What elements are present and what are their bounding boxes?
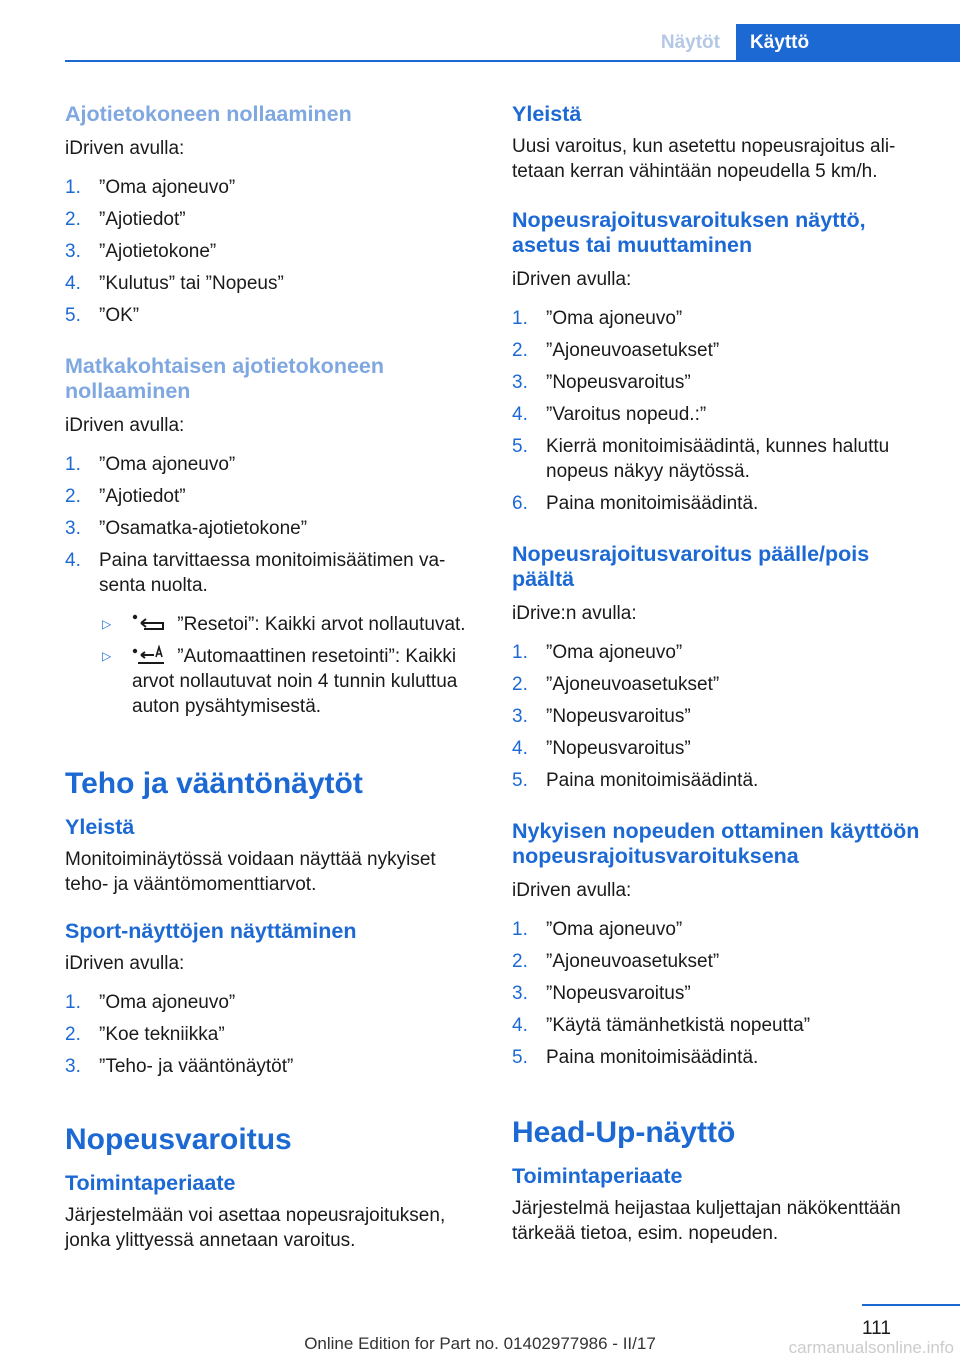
section-title-sport: Sport-näyttöjen näyttäminen xyxy=(65,919,357,943)
reset-icon xyxy=(132,613,172,633)
list-item: 1. ”Oma ajoneuvo” xyxy=(512,919,683,940)
right-column xyxy=(512,102,932,1246)
section-title-naytto-asetus: Nopeusrajoitusvaroituksen näyttö, asetus tai muuttaminen xyxy=(512,208,866,257)
list-item: 3. ”Teho- ja vääntönäytöt” xyxy=(65,1056,294,1077)
intro-text: iDriven avulla: xyxy=(65,953,185,974)
steps-list-r3 xyxy=(512,917,932,1070)
list-item: 3. ”Nopeusvaroitus” xyxy=(512,983,691,1004)
list-item: 1. ”Oma ajoneuvo” xyxy=(65,177,236,198)
section-title-toimintaperiaate: Toimintaperiaate xyxy=(65,1171,236,1195)
chapter-title-teho: Teho ja vääntönäytöt xyxy=(65,767,363,800)
list-item: 1. ”Oma ajoneuvo” xyxy=(512,642,683,663)
section-title-yleista: Yleistä xyxy=(65,815,135,839)
list-item: 1. ”Oma ajoneuvo” xyxy=(65,992,236,1013)
steps-list-r2 xyxy=(512,640,932,793)
triangle-bullet-icon: ▷ xyxy=(102,617,112,631)
body-text: Uusi varoitus, kun asetettu nopeusrajoitus alitetaan kerran vähintään nopeudella 5 km/h. xyxy=(512,136,896,182)
triangle-bullet-icon: ▷ xyxy=(102,649,112,663)
sub-list xyxy=(99,612,480,719)
edition-text: Online Edition for Part no. 01402977986 - II/17 xyxy=(304,1334,656,1353)
list-item: 3. ”Nopeusvaroitus” xyxy=(512,372,691,393)
list-item: 4. ”Nopeusvaroitus” xyxy=(512,738,691,759)
list-item: 4. Paina tarvittaessa monitoimisäätimen vasenta nuolta. ▷ ”Resetoi”: Kaikki arvot nollautuvat. ▷ ”Automaattinen resetointi”: Kaikki arvot nollautuvat noin 4 tunnin kuluttua auton pysähtymisestä. xyxy=(65,548,480,719)
left-column xyxy=(65,102,480,1253)
steps-list-2 xyxy=(65,452,480,719)
header-tabs xyxy=(643,24,960,61)
section-title-matkakohtainen: Matkakohtaisen ajotietokoneen nollaaminen xyxy=(65,354,384,403)
list-item: 1. ”Oma ajoneuvo” xyxy=(65,454,236,475)
list-item: 2. ”Ajotiedot” xyxy=(65,486,186,507)
list-item: 1. ”Oma ajoneuvo” xyxy=(512,308,683,329)
list-item: 3. ”Osamatka-ajotietokone” xyxy=(65,518,308,539)
auto-reset-icon xyxy=(132,645,172,665)
body-text: Järjestelmä heijastaa kuljettajan näkökenttään tärkeää tietoa, esim. nopeuden. xyxy=(512,1198,901,1244)
intro-text: iDriven avulla: xyxy=(512,880,632,901)
list-item: 5. Paina monitoimisäädintä. xyxy=(512,1047,759,1068)
header-rule xyxy=(65,60,960,62)
list-item: 5. Paina monitoimisäädintä. xyxy=(512,770,759,791)
list-item: 5. Kierrä monitoimisäädintä, kunnes haluttu nopeus näkyy näytössä. xyxy=(512,436,890,482)
list-item: 5. ”OK” xyxy=(65,305,140,326)
steps-list-r1 xyxy=(512,306,932,516)
list-item: 4. ”Kulutus” tai ”Nopeus” xyxy=(65,273,284,294)
list-item: 6. Paina monitoimisäädintä. xyxy=(512,493,759,514)
section-title-toimintaperiaate: Toimintaperiaate xyxy=(512,1164,683,1188)
section-title-yleista: Yleistä xyxy=(512,102,582,126)
list-item: 4. ”Käytä tämänhetkistä nopeutta” xyxy=(512,1015,811,1036)
intro-text: iDriven avulla: xyxy=(65,415,185,436)
intro-text: iDriven avulla: xyxy=(512,269,632,290)
body-text: Monitoiminäytössä voidaan näyttää nykyiset teho- ja vääntömomenttiarvot. xyxy=(65,849,436,895)
sub-list-item: ▷ ”Resetoi”: Kaikki arvot nollautuvat. xyxy=(102,614,466,635)
watermark: carmanualsonline.info xyxy=(788,1338,954,1357)
list-item: 2. ”Ajoneuvoasetukset” xyxy=(512,674,720,695)
list-item: 3. ”Ajotietokone” xyxy=(65,241,217,262)
intro-text: iDriven avulla: xyxy=(65,138,185,159)
list-item: 2. ”Ajotiedot” xyxy=(65,209,186,230)
steps-list-3 xyxy=(65,990,480,1079)
tab-naytot[interactable]: Näytöt xyxy=(660,32,720,53)
list-item: 2. ”Ajoneuvoasetukset” xyxy=(512,951,720,972)
page-number: 111 xyxy=(862,1318,891,1339)
body-text: Järjestelmään voi asettaa nopeusrajoituksen, jonka ylittyessä annetaan varoitus. xyxy=(65,1205,446,1251)
chapter-title-head-up: Head-Up-näyttö xyxy=(512,1116,736,1149)
section-title-ajotietokone-nollaus: Ajotietokoneen nollaaminen xyxy=(65,102,352,126)
section-title-nykyinen-nopeus: Nykyisen nopeuden ottaminen käyttöön nopeusrajoitusvaroituksena xyxy=(512,819,920,868)
intro-text: iDrive:n avulla: xyxy=(512,603,637,624)
section-title-paalle-pois: Nopeusrajoitusvaroitus päälle/pois päältä xyxy=(512,542,870,591)
steps-list-1 xyxy=(65,175,480,328)
footer-rule xyxy=(862,1304,960,1306)
sub-list-item: ▷ ”Automaattinen resetointi”: Kaikki arvot nollautuvat noin 4 tunnin kuluttua auton pysähtymisestä. xyxy=(102,646,458,717)
list-item: 2. ”Koe tekniikka” xyxy=(65,1024,225,1045)
tab-kaytto[interactable]: Käyttö xyxy=(736,24,960,61)
list-item: 3. ”Nopeusvaroitus” xyxy=(512,706,691,727)
chapter-title-nopeusvaroitus: Nopeusvaroitus xyxy=(65,1123,292,1156)
list-item: 4. ”Varoitus nopeud.:” xyxy=(512,404,707,425)
list-item: 2. ”Ajoneuvoasetukset” xyxy=(512,340,720,361)
